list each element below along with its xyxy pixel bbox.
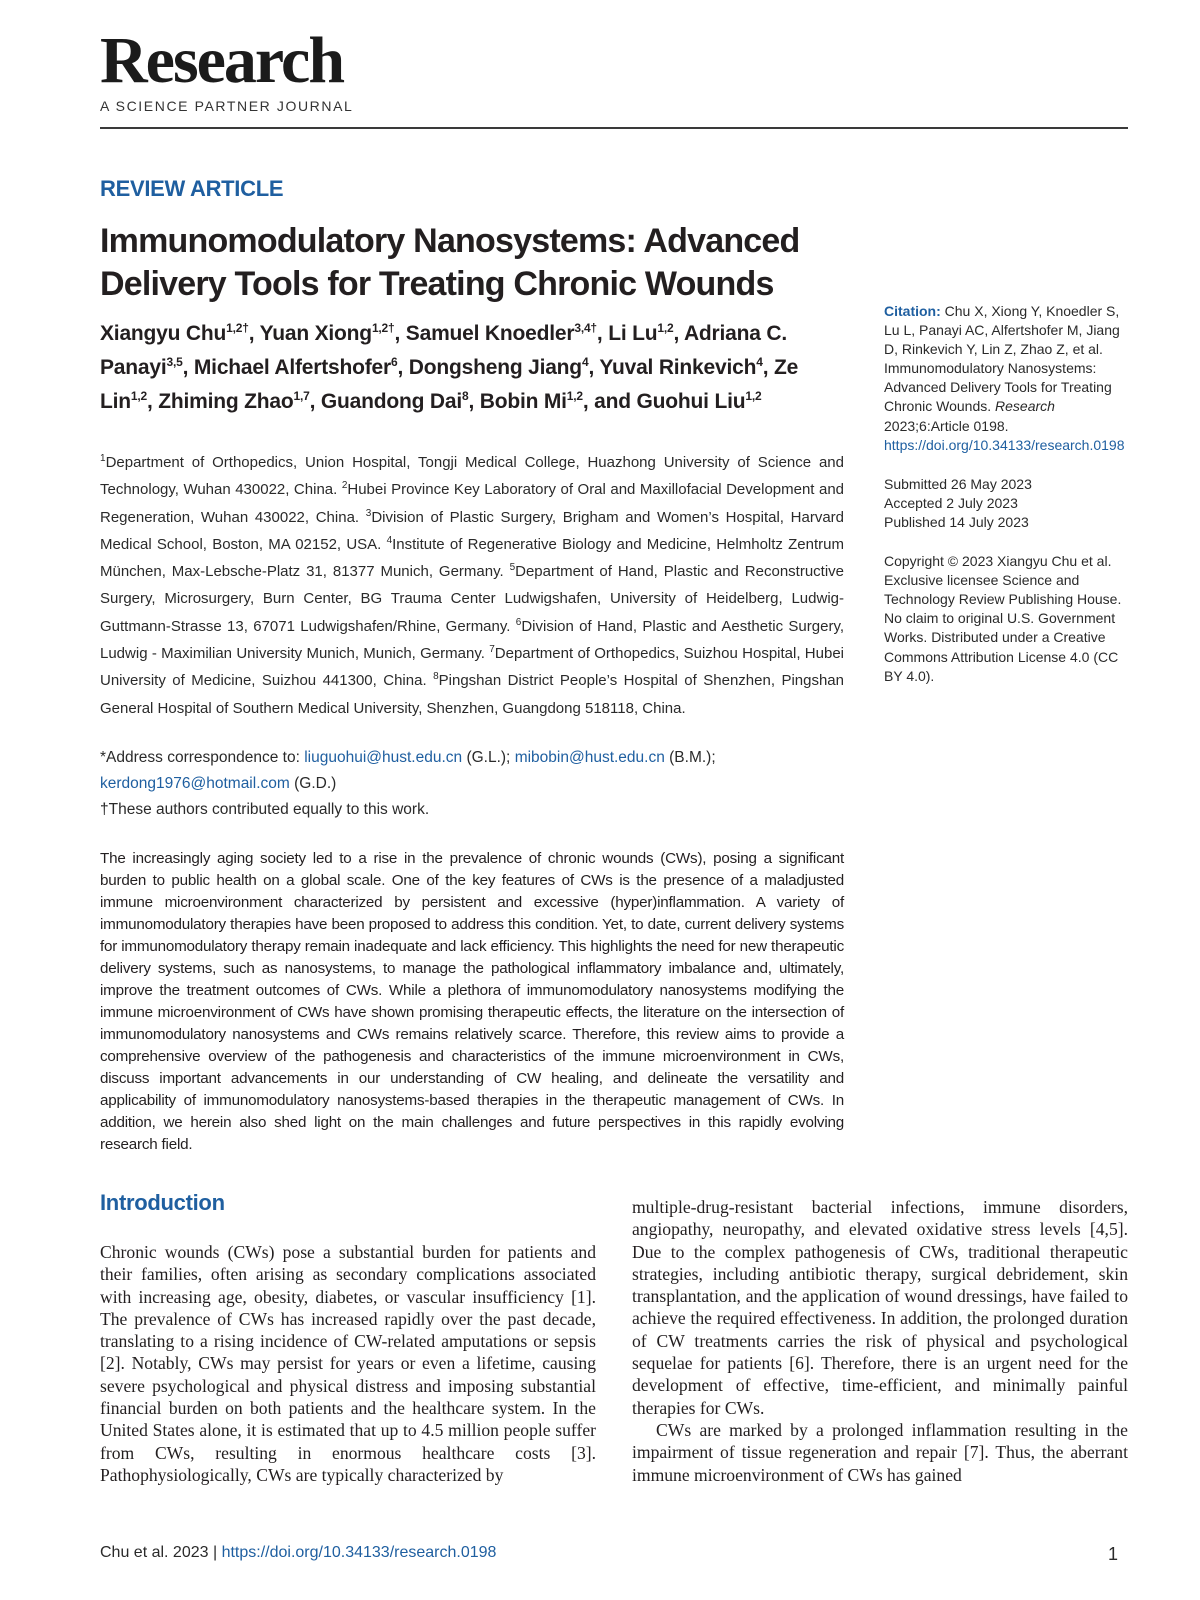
abstract: The increasingly aging society led to a rise in the prevalence of chronic wounds (CWs), posing a significant burden to public health on a global scale. One of the key features of CWs is the presence of a maladjusted immune microenvironment characterized by persistent and excessive (hyper)inflammation. A variety of immunomodulatory therapies have been proposed to address this condition. Yet, to date, current delivery systems for immunomodulatory therapy remain inadequate and lack efficiency. This highlights the need for new therapeutic delivery systems, such as nanosystems, to manage the pathological inflammatory imbalance and, ultimately, improve the treatment outcomes of CWs. While a plethora of immunomodulatory nanosystems modifying the immune microenvironment of CWs have shown promising therapeutic effects, the literature on the intersection of immunomodulatory nanosystems and CWs remains relatively scarce. Therefore, this review aims to provide a comprehensive overview of the pathogenesis and characteristics of the immune microenvironment in CWs, discuss important advancements in our understanding of CW healing, and delineate the versatility and applicability of immunomodulatory nanosystems-based therapies in the therapeutic management of CWs. In addition, we herein also shed light on the main challenges and future perspectives in this rapidly evolving research field. (100, 850, 844, 1153)
correspondence (100, 745, 844, 823)
affiliation-number: 1 (100, 453, 106, 464)
author-affiliation-marker: 1,7 (293, 389, 310, 403)
affiliations (100, 449, 844, 722)
email-link-mi[interactable]: mibobin@hust.edu.cn (514, 749, 665, 766)
author-affiliation-marker: 1,2† (226, 321, 249, 335)
affiliation-number: 4 (386, 534, 393, 546)
citation-tail: 2023;6:Article 0198. (884, 417, 1009, 434)
author-list: Xiangyu Chu$^{1,2\dagger}$, Yuan Xiong$^{1,2\dagger}$, Samuel Knoedler$^{3,4\dagger}$, Li Lu$^{1,2}$, Adriana C. Panayi$^{3,5}$, Michael Alfertshofer$^6$, Dongsheng Jiang$^4$, Yuval Rinkevich$^4$, Ze Lin$^{1,2}$, Zhiming Zhao$^{1,7}$, Guandong Dai$^8$, Bobin Mi$^{1,2}$, and Guohui Liu$^{1,2}$ (100, 321, 799, 413)
journal-logo: Research (100, 24, 344, 97)
article-info-sidebar (884, 302, 1128, 706)
section-heading-introduction: Introduction (100, 1190, 225, 1215)
citation-label: Citation: (884, 303, 941, 319)
author-name: Dongsheng Jiang (408, 356, 582, 379)
journal-masthead (100, 26, 353, 114)
affiliation-text: Department of Hand, Plastic and Reconstructive Surgery, Microsurgery, Burn Center, BG Trauma Center Ludwigshafen, University of Heidelberg, Ludwig-Guttmann-Strasse 13, 67071 Ludwigshafen/Rhine, Germany. (100, 563, 845, 635)
citation-journal: Research (995, 398, 1055, 415)
email-owner: (G.D.) (289, 775, 337, 792)
author-affiliation-marker: 4 (581, 355, 589, 369)
journal-tagline: A SCIENCE PARTNER JOURNAL (100, 98, 354, 114)
author-name: Guandong Dai (320, 390, 462, 413)
author-affiliation-marker: 3,5 (166, 355, 183, 369)
header-rule (100, 127, 1128, 129)
email-owner: (B.M.); (664, 749, 716, 766)
email-owner: (G.L.); (462, 749, 515, 766)
affiliation-text: Department of Orthopedics, Suizhou Hospital, Hubei University of Medicine, Suizhou 441300, China. (100, 645, 845, 690)
footer-author-year: Chu et al. 2023 | (100, 1544, 222, 1561)
author-affiliation-marker: 1,2 (745, 389, 762, 403)
intro-paragraph: multiple-drug-resistant bacterial infections, immune disorders, angiopathy, neuropathy, and elevated oxidative stress levels [4,5]. Due to the complex pathogenesis of CWs, traditional therapeutic strategies, including antibiotic therapy, surgical debridement, skin transplantation, and the application of wound dressings, have failed to achieve the required effectiveness. In addition, the prolonged duration of CW treatments carries the risk of physical and psychological sequelae for patients [6]. Therefore, there is an urgent need for the development of effective, time-efficient, and minimally painful therapies for CWs. (632, 1197, 1128, 1418)
affiliation-text: Division of Hand, Plastic and Aesthetic Surgery, Ludwig - Maximilian University Munich, Munich, Germany. (100, 617, 845, 663)
author-name: Zhiming Zhao (158, 390, 294, 413)
email-link-dai[interactable]: kerdong1976@hotmail.com (100, 775, 290, 792)
equal-contribution-note: †These authors contributed equally to this work. (100, 801, 430, 818)
footer-citation (100, 1544, 496, 1562)
footer-doi-link[interactable]: https://doi.org/10.34133/research.0198 (221, 1544, 497, 1561)
affiliation-number: 8 (433, 671, 439, 683)
citation-doi-link[interactable]: https://doi.org/10.34133/research.0198 (884, 436, 1125, 453)
author-name: Yuval Rinkevich (599, 356, 757, 379)
affiliation-text: Hubei Province Key Laboratory of Oral and Maxillofacial Development and Regeneration, Wuhan 430022, China. (100, 481, 845, 526)
author-affiliation-marker: 1,2† (371, 321, 395, 335)
copyright-block: Copyright © 2023 Xiangyu Chu et al. Exclusive licensee Science and Technology Review Publishing House. No claim to original U.S. Government Works. Distributed under a Creative Commons Attribution License 4.0 (CC BY 4.0). (884, 553, 1122, 684)
affiliation-number: 6 (515, 616, 522, 628)
author-name: Adriana C. Panayi (100, 322, 787, 379)
affiliation-text: Institute of Regenerative Biology and Medicine, Helmholtz Zentrum München, Max-Lebsche-Platz 31, 81377 Munich, Germany. (100, 535, 844, 581)
author-name: Samuel Knoedler (405, 322, 575, 345)
published-date: Published 14 July 2023 (884, 513, 1029, 530)
affiliation-number: 5 (509, 562, 516, 574)
author-name: Guohui Liu (636, 390, 746, 413)
author-affiliation-marker: 1,2 (566, 389, 583, 403)
intro-paragraph: Chronic wounds (CWs) pose a substantial burden for patients and their families, often arising as secondary complications associated with increasing age, obesity, diabetes, or vascular insufficiency [1]. The prevalence of CWs has increased rapidly over the past decade, translating to a rising incidence of CW-related amputations or sepsis [2]. Notably, CWs may persist for years or even a lifetime, causing severe psychological and physical distress and imposing substantial financial burden on both patients and the healthcare system. In the United States alone, it is estimated that up to 4.5 million people suffer from CWs, resulting in enormous healthcare costs [3]. Pathophysiologically, CWs are typically characterized by (100, 1242, 596, 1485)
intro-paragraph: CWs are marked by a prolonged inflammation resulting in the impairment of tissue regeneration and repair [7]. Thus, the aberrant immune microenvironment of CWs has gained (632, 1419, 1128, 1485)
author-name: Michael Alfertshofer (193, 356, 391, 379)
author-affiliation-marker: 6 (391, 355, 398, 369)
accepted-date: Accepted 2 July 2023 (884, 494, 1018, 511)
article-type: REVIEW ARTICLE (100, 176, 284, 201)
dates-block (884, 475, 1128, 532)
author-affiliation-marker: 1,2 (657, 321, 674, 335)
author-name: Ze Lin (100, 356, 799, 413)
correspondence-prefix: *Address correspondence to: (100, 749, 305, 766)
author-affiliation-marker: 3,4† (574, 321, 597, 335)
author-affiliation-marker: 4 (756, 355, 763, 369)
affiliation-text: Pingshan District People’s Hospital of Shenzhen, Pingshan General Hospital of Southern Medical University, Shenzhen, Guangdong 518118, China. (100, 672, 844, 717)
author-affiliation-marker: 1,2 (130, 389, 147, 403)
body-column-left (100, 1241, 596, 1486)
email-link-liu[interactable]: liuguohui@hust.edu.cn (304, 749, 463, 766)
author-name: Yuan Xiong (259, 322, 372, 345)
submitted-date: Submitted 26 May 2023 (884, 475, 1032, 492)
citation-text: Chu X, Xiong Y, Knoedler S, Lu L, Panayi AC, Alfertshofer M, Jiang D, Rinkevich Y, Lin Z, Zhao Z, et al. Immunomodulatory Nanosystems: Advanced Delivery Tools for Treating Chronic Wounds. (884, 303, 1120, 415)
affiliation-text: Division of Plastic Surgery, Brigham and Women’s Hospital, Harvard Medical School, Boston, MA 02152, USA. (100, 508, 844, 553)
body-column-right (632, 1196, 1128, 1486)
author-name: Xiangyu Chu (100, 322, 227, 345)
affiliation-number: 7 (489, 644, 495, 656)
citation-block (884, 302, 1128, 455)
author-affiliation-marker: 8 (461, 389, 469, 403)
affiliation-text: Department of Orthopedics, Union Hospital, Tongji Medical College, Huazhong University of Science and Technology, Wuhan 430022, China. (100, 454, 844, 499)
affiliation-number: 3 (365, 507, 372, 519)
page-number: 1 (1108, 1544, 1119, 1564)
article-title: Immunomodulatory Nanosystems: Advanced Delivery Tools for Treating Chronic Wounds (100, 222, 800, 303)
author-name: Bobin Mi (479, 390, 567, 413)
affiliation-number: 2 (341, 480, 348, 492)
author-name: Li Lu (608, 322, 658, 345)
